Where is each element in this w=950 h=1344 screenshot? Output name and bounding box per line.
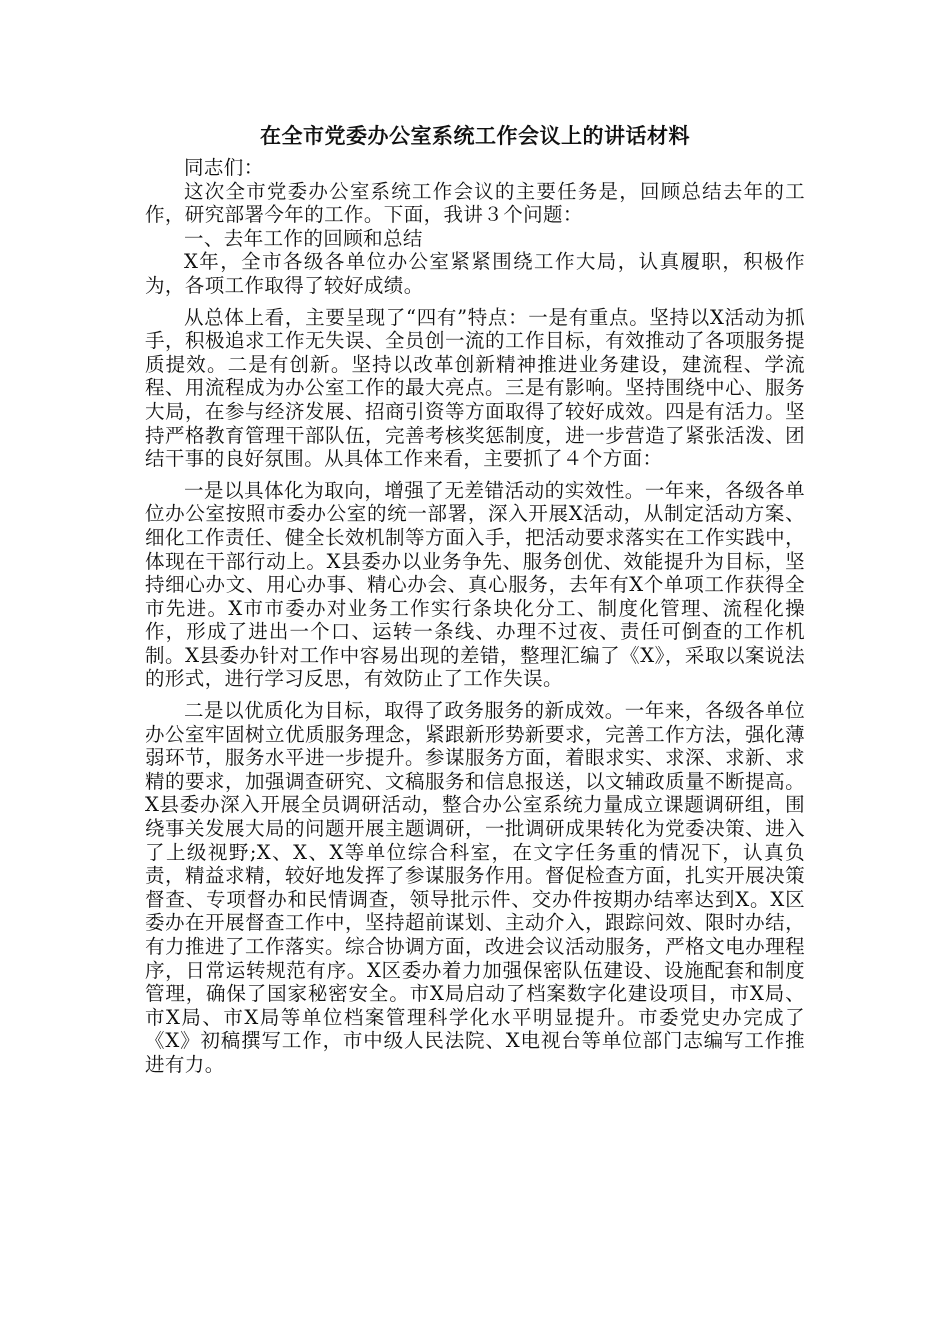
paragraph-summary: X年，全市各级各单位办公室紧紧围绕工作大局，认真履职，积极作为，各项工作取得了较好成绩。 — [145, 250, 805, 297]
document-title: 在全市党委办公室系统工作会议上的讲话材料 — [260, 124, 690, 148]
document-page — [145, 118, 805, 1077]
paragraph-point-2: 二是以优质化为目标，取得了政务服务的新成效。一年来，各级各单位办公室牢固树立优质服务理念，紧跟新形势新要求，完善工作方法，强化薄弱环节，服务水平进一步提升。参谋服务方面，着眼求实、求深、求新、求精的要求，加强调查研究、文稿服务和信息报送，以文辅政质量不断提高。X县委办深入开展全员调研活动，整合办公室系统力量成立课题调研组，围绕事关发展大局的问题开展主题调研，一批调研成果转化为党委决策、进入了上级视野;X、X、X等单位综合科室，在文字任务重的情况下，认真负责，精益求精，较好地发挥了参谋服务作用。督促检查方面，扎实开展决策督查、专项督办和民情调查，领导批示件、交办件按期办结率达到X。X区委办在开展督查工作中，坚持超前谋划、主动介入，跟踪问效、限时办结，有力推进了工作落实。综合协调方面，改进会议活动服务，严格文电办理程序，日常运转规范有序。X区委办着力加强保密队伍建设、设施配套和制度管理，确保了国家秘密安全。市X局启动了档案数字化建设项目，市X局、市X局、市X局等单位档案管理科学化水平明显提升。市委党史办完成了《X》初稿撰写工作，市中级人民法院、X电视台等单位部门志编写工作推进有力。 — [145, 699, 805, 1076]
salutation: 同志们： — [184, 156, 264, 179]
section-heading-1: 一、去年工作的回顾和总结 — [184, 226, 423, 250]
paragraph-four-features: 从总体上看，主要呈现了“四有”特点：一是有重点。坚持以X活动为抓手，积极追求工作无失误、全员创一流的工作目标，有效推动了各项服务提质提效。二是有创新。坚持以改革创新精神推进业务建设，建流程、学流程、用流程成为办公室工作的最大亮点。三是有影响。坚持围绕中心、服务大局，在参与经济发展、招商引资等方面取得了较好成效。四是有活力。坚持严格教育管理干部队伍，完善考核奖惩制度，进一步营造了紧张活泼、团结干事的良好氛围。从具体工作来看，主要抓了４个方面： — [145, 305, 805, 471]
paragraph-point-1: 一是以具体化为取向，增强了无差错活动的实效性。一年来，各级各单位办公室按照市委办公室的统一部署，深入开展X活动，从制定活动方案、细化工作责任、健全长效机制等方面入手，把活动要求落实在工作实践中，体现在干部行动上。X县委办以业务争先、服务创优、效能提升为目标，坚持细心办文、用心办事、精心办会、真心服务，去年有X个单项工作获得全市先进。X市市委办对业务工作实行条块化分工、制度化管理、流程化操作，形成了进出一个口、运转一条线、办理不过夜、责任可倒查的工作机制。X县委办针对工作中容易出现的差错，整理汇编了《X》，采取以案说法的形式，进行学习反思，有效防止了工作失误。 — [145, 478, 805, 691]
paragraph-intro: 这次全市党委办公室系统工作会议的主要任务是，回顾总结去年的工作，研究部署今年的工作。下面，我讲３个问题： — [145, 179, 805, 227]
